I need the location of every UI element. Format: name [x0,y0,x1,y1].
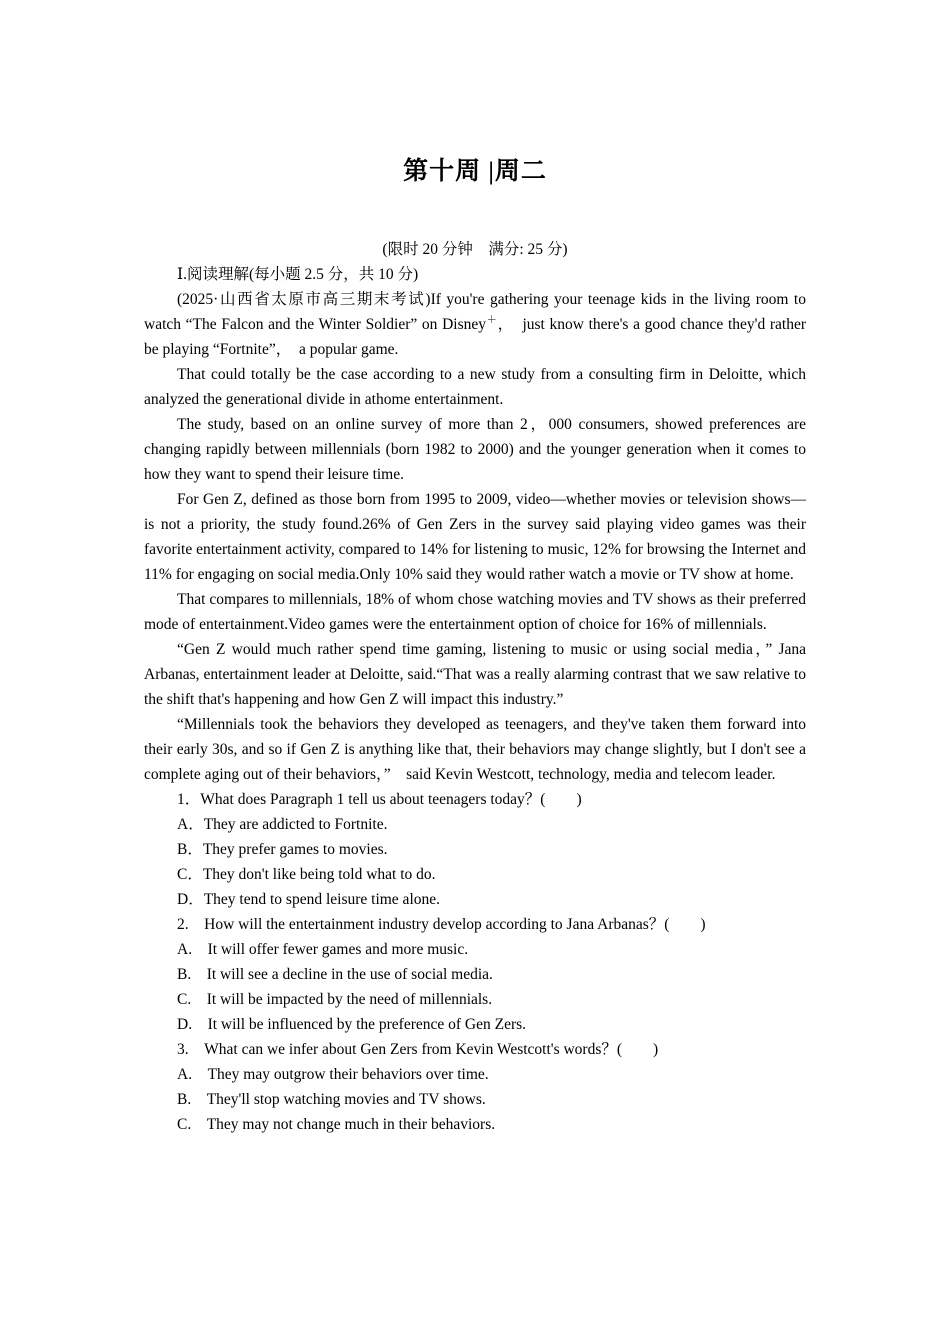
document-page [144,150,806,1137]
question-2-option-b: B. It will see a decline in the use of social media. [177,966,493,983]
question-3-option-a: A. They may outgrow their behaviors over time. [177,1066,489,1083]
question-3-option-c: C. They may not change much in their behaviors. [177,1116,496,1133]
question-2 [144,912,806,1037]
passage-paragraph-1 [144,287,806,362]
question-2-option-c: C. It will be impacted by the need of millennials. [177,991,493,1008]
passage-paragraph-4: For Gen Z, defined as those born from 1995 to 2009, video—whether movies or television shows—is not a priority, the study found.26% of Gen Zers in the survey said playing video games was their favorite entertainment activity, compared to 14% for listening to music, 12% for browsing the Internet and 11% for engaging on social media.Only 10% said they would rather watch a movie or TV show at home. [144,491,806,583]
question-2-stem: 2. How will the entertainment industry develop according to Jana Arbanas？( ) [177,916,706,933]
disney-plus-sign: ＋ [486,314,498,326]
question-1-stem: 1．What does Paragraph 1 tell us about teenagers today？( ) [177,791,582,808]
question-3-option-b: B. They'll stop watching movies and TV shows. [177,1091,486,1108]
question-2-option-a: A. It will offer fewer games and more music. [177,941,469,958]
question-1-option-b: B．They prefer games to movies. [177,841,388,858]
section-heading: Ⅰ.阅读理解(每小题 2.5 分，共 10 分) [177,266,419,283]
passage-paragraph-2: That could totally be the case according to a new study from a consulting firm in Deloitte, which analyzed the generational divide in athome entertainment. [144,366,806,408]
passage-paragraph-1-text-end: ， just know there's a good chance they'd rather be playing “Fortnite”， a popular game. [144,316,807,358]
passage-paragraph-6: “Gen Z would much rather spend time gaming, listening to music or using social media，” Jana Arbanas, entertainment leader at Deloitte, said.“That was a really alarming contrast that we saw relative to the shift that's happening and how Gen Z will impact this industry.” [144,641,806,708]
passage-paragraph-3: The study, based on an online survey of more than 2，000 consumers, showed preferences are changing rapidly between millennials (born 1982 to 2000) and the younger generation when it comes to how they want to spend their leisure time. [144,416,806,483]
question-2-option-d: D. It will be influenced by the preference of Gen Zers. [177,1016,527,1033]
passage-paragraph-7: “Millennials took the behaviors they developed as teenagers, and they've taken them forward into their early 30s, and so if Gen Z is anything like that, their behaviors may change slightly, but I don't see a complete aging out of their behaviors，” said Kevin Westcott, technology, media and telecom leader. [144,716,806,783]
time-limit-note: (限时 20 分钟 满分: 25 分) [382,241,568,258]
question-3-stem: 3. What can we infer about Gen Zers from Kevin Westcott's words？( ) [177,1041,659,1058]
question-1-option-d: D．They tend to spend leisure time alone. [177,891,441,908]
page-title: 第十周 |周二 [403,158,547,185]
question-1-option-a: A．They are addicted to Fortnite. [177,816,388,833]
passage-paragraph-5: That compares to millennials, 18% of whom chose watching movies and TV shows as their preferred mode of entertainment.Video games were the entertainment option of choice for 16% of millennials. [144,591,806,633]
question-3 [144,1037,806,1137]
passage-paragraph-1-text: (2025·山西省太原市高三期末考试)If you're gathering your teenage kids in the living room to watch “The Falcon and the Winter Soldier” on Disney [144,291,806,333]
question-1-option-c: C．They don't like being told what to do. [177,866,436,883]
question-1 [144,787,806,912]
